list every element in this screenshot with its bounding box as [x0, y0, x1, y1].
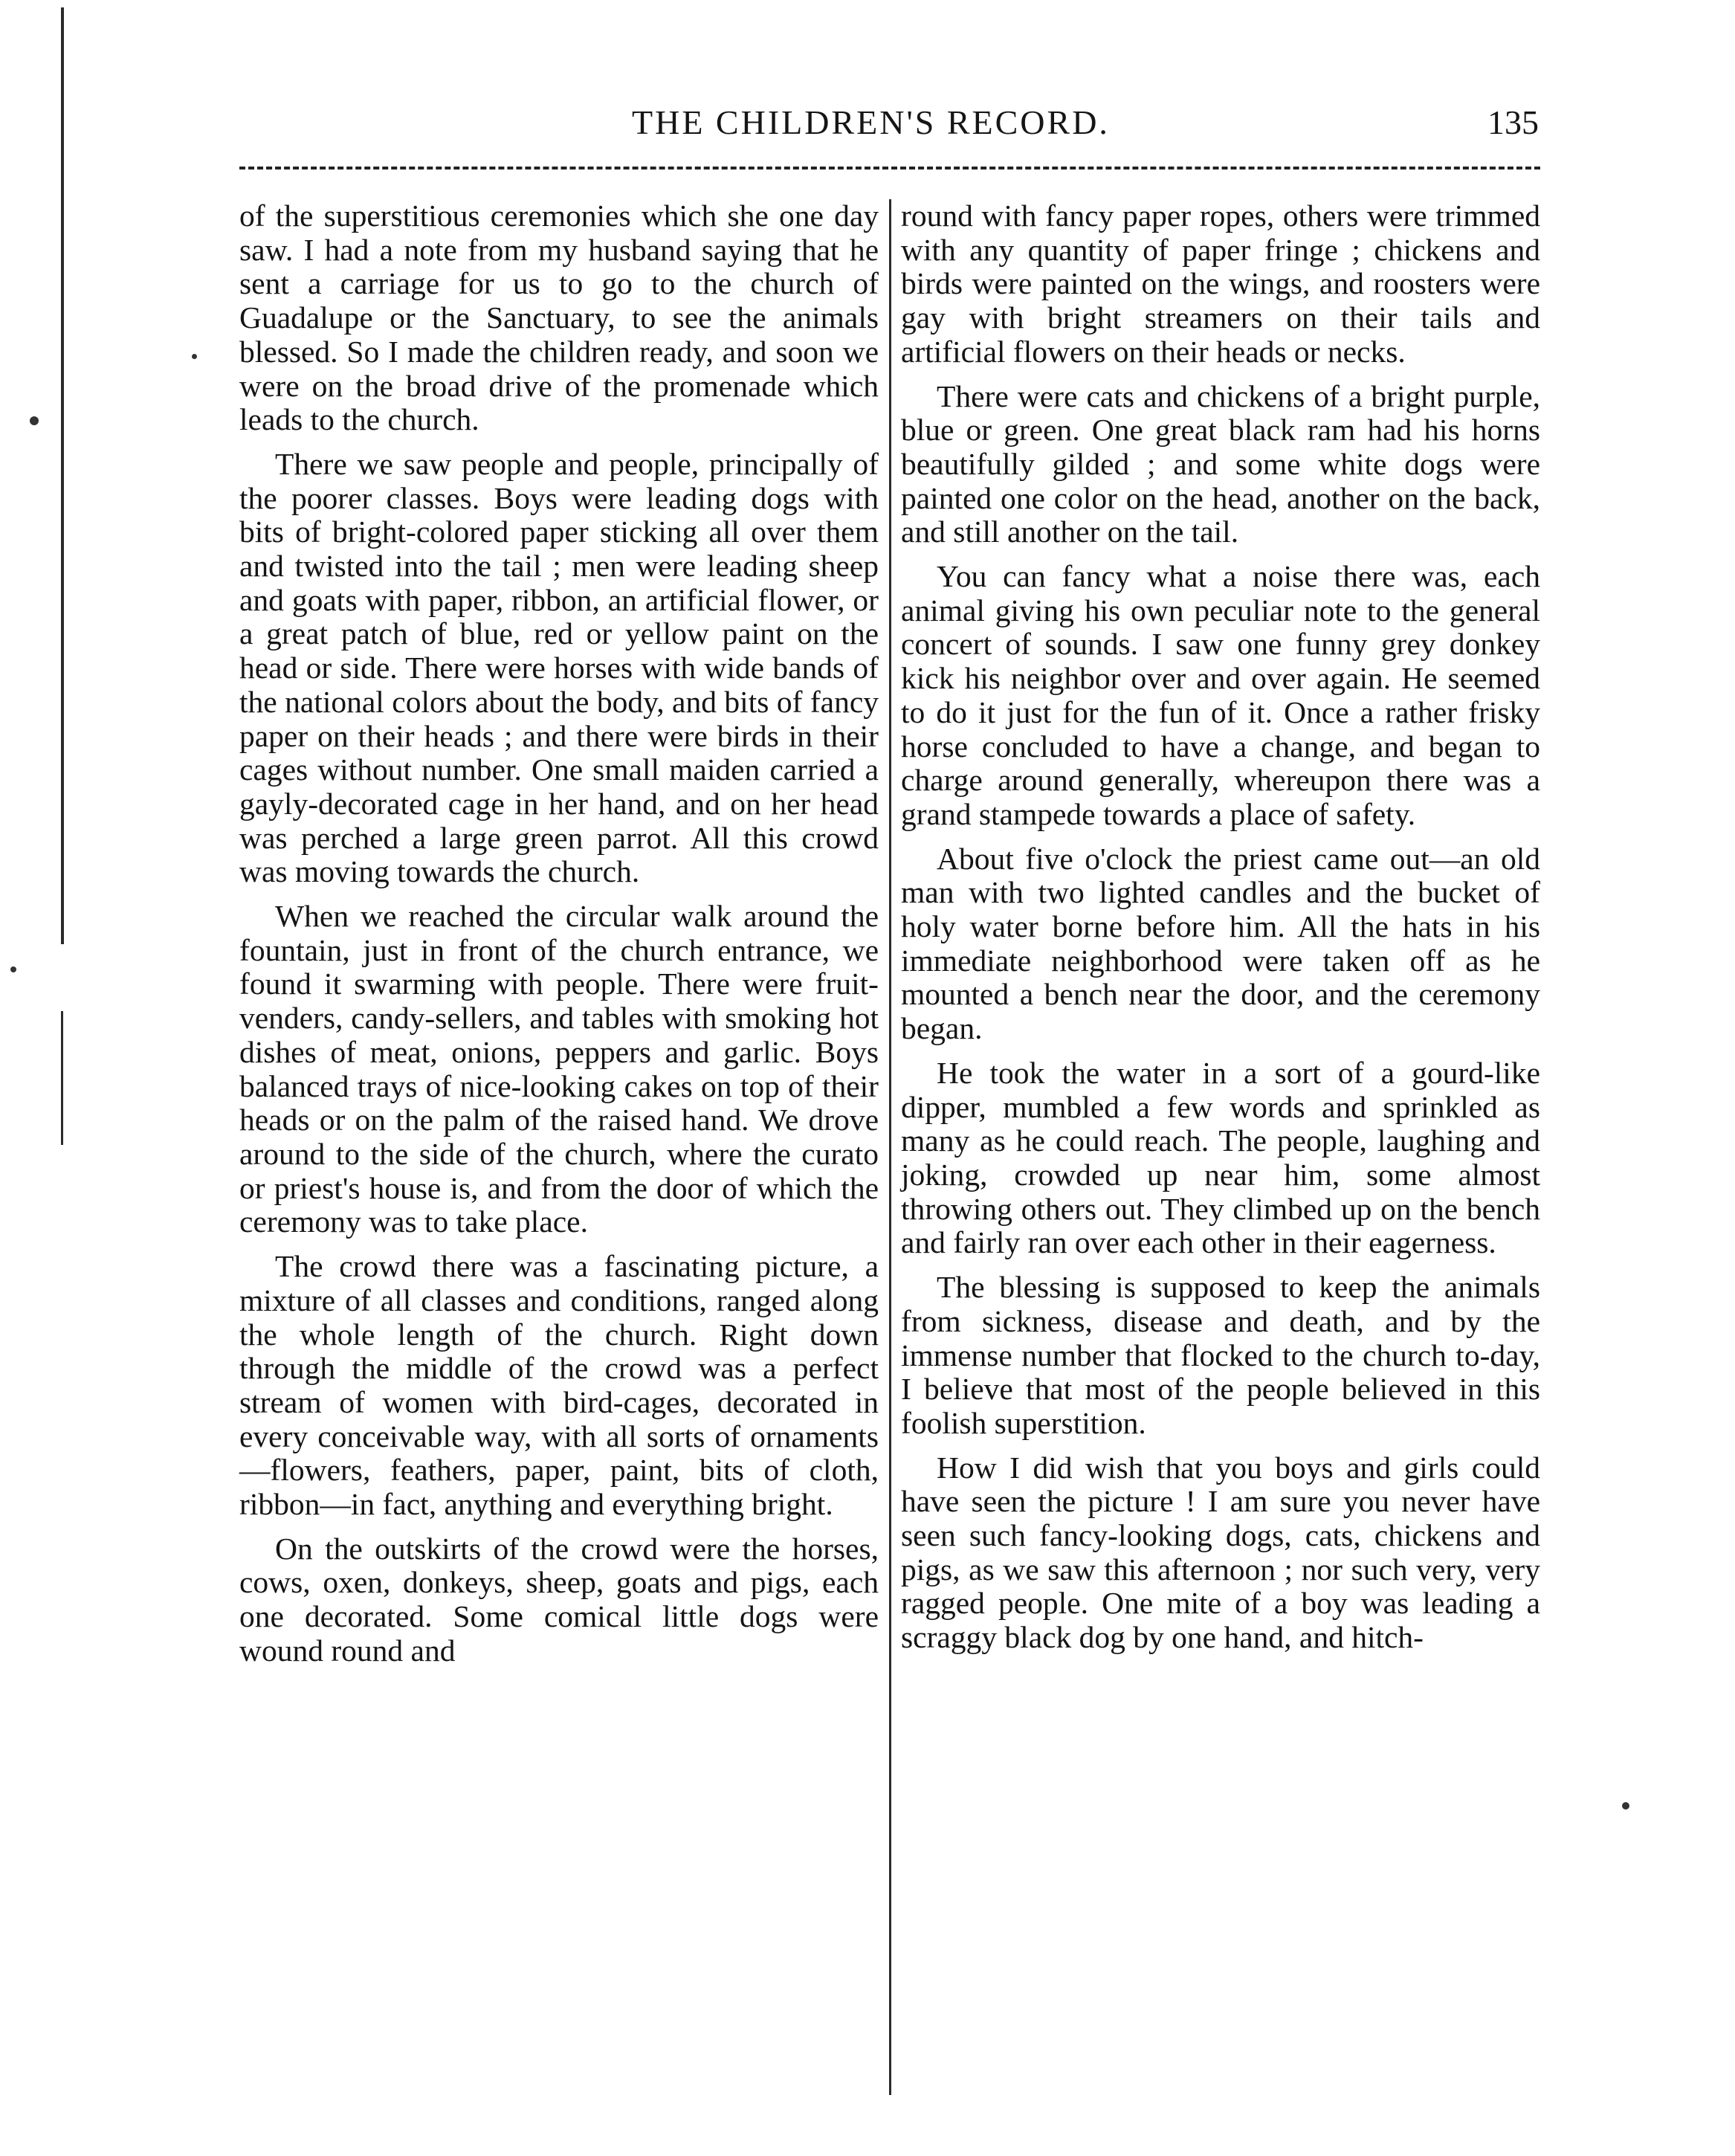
paragraph: The crowd there was a fascinating picture, a mixture of all classes and conditions, ranged along the whole length of the church. Right down through the middle of the crowd was a perfect stream of women with bird-cages, decorated in every conceivable way, with all sorts of ornaments—flowers, feathers, paper, paint, bits of cloth, ribbon—in fact, anything and everything bright. [239, 1249, 879, 1522]
paragraph: round with fancy paper ropes, others were trimmed with any quantity of paper fringe ; chickens and birds were painted on the wings, and roosters were gay with bright streamers on their tails and artificial flowers on their heads or necks. [901, 199, 1540, 369]
paragraph: The blessing is supposed to keep the animals from sickness, disease and death, and by the immense number that flocked to the church to-day, I believe that most of the people believed in this foolish superstition. [901, 1270, 1540, 1440]
binding-dot [10, 966, 16, 972]
header-rule [239, 167, 1540, 170]
margin-dot [192, 354, 197, 359]
paragraph: On the outskirts of the crowd were the horses, cows, oxen, donkeys, sheep, goats and pigs, each one decorated. Some comical little dogs were wound round and [239, 1531, 879, 1668]
margin-dot [1622, 1802, 1629, 1810]
paragraph: About five o'clock the priest came out—an old man with two lighted candles and the bucket of holy water borne before him. All the hats in his immediate neighborhood were taken off as he mounted a bench near the door, and the ceremony began. [901, 841, 1540, 1046]
paragraph: You can fancy what a noise there was, each animal giving his own peculiar note to the general concert of sounds. I saw one funny grey donkey kick his neighbor over and over again. He seemed to do it just for the fun of it. Once a rather frisky horse concluded to have a change, and began to charge around generally, whereupon there was a grand stampede towards a place of safety. [901, 559, 1540, 831]
binding-edge-line [61, 7, 64, 944]
running-title: THE CHILDREN'S RECORD. [632, 103, 1110, 141]
paragraph: of the superstitious ceremonies which she one day saw. I had a note from my husband saying that he sent a carriage for us to go to the church of Guadalupe or the Sanctuary, to see the animals blessed. So I made the children ready, and soon we were on the broad drive of the promenade which leads to the church. [239, 199, 879, 437]
paragraph: There we saw people and people, principally of the poorer classes. Boys were leading dogs with bits of bright-colored paper sticking all over them and twisted into the tail ; men were leading sheep and goats with paper, ribbon, an artificial flower, or a great patch of blue, red or yellow paint on the head or side. There were horses with wide bands of the national colors about the body, and bits of fancy paper on their heads ; and there were birds in their cages without number. One small maiden carried a gayly-decorated cage in her hand, and on her head was perched a large green parrot. All this crowd was moving towards the church. [239, 446, 879, 889]
right-column [901, 199, 1540, 1665]
binding-edge-line-lower [61, 1011, 63, 1145]
paragraph: When we reached the circular walk around the fountain, just in front of the church entrance, we found it swarming with people. There were fruit-venders, candy-sellers, and tables with smoking hot dishes of meat, onions, peppers and garlic. Boys balanced trays of nice-looking cakes on top of their heads or on the palm of the raised hand. We drove around to the side of the church, where the curato or priest's house is, and from the door of which the ceremony was to take place. [239, 899, 879, 1239]
paragraph: How I did wish that you boys and girls could have seen the picture ! I am sure you never have seen such fancy-looking dogs, cats, chickens and pigs, as we saw this afternoon ; nor such very, very ragged people. One mite of a boy was leading a scraggy black dog by one hand, and hitch- [901, 1450, 1540, 1655]
paragraph: There were cats and chickens of a bright purple, blue or green. One great black ram had his horns beautifully gilded ; and some white dogs were painted one color on the head, another on the back, and still another on the tail. [901, 378, 1540, 549]
page-number: 135 [1487, 103, 1539, 141]
left-column [239, 199, 879, 1679]
page-header [245, 103, 1539, 155]
column-divider [889, 199, 891, 2095]
paragraph: He took the water in a sort of a gourd-like dipper, mumbled a few words and sprinkled as many as he could reach. The people, laughing and joking, crowded up near him, some almost throwing others out. They climbed up on the bench and fairly ran over each other in their eagerness. [901, 1055, 1540, 1260]
binding-dot [30, 416, 39, 425]
